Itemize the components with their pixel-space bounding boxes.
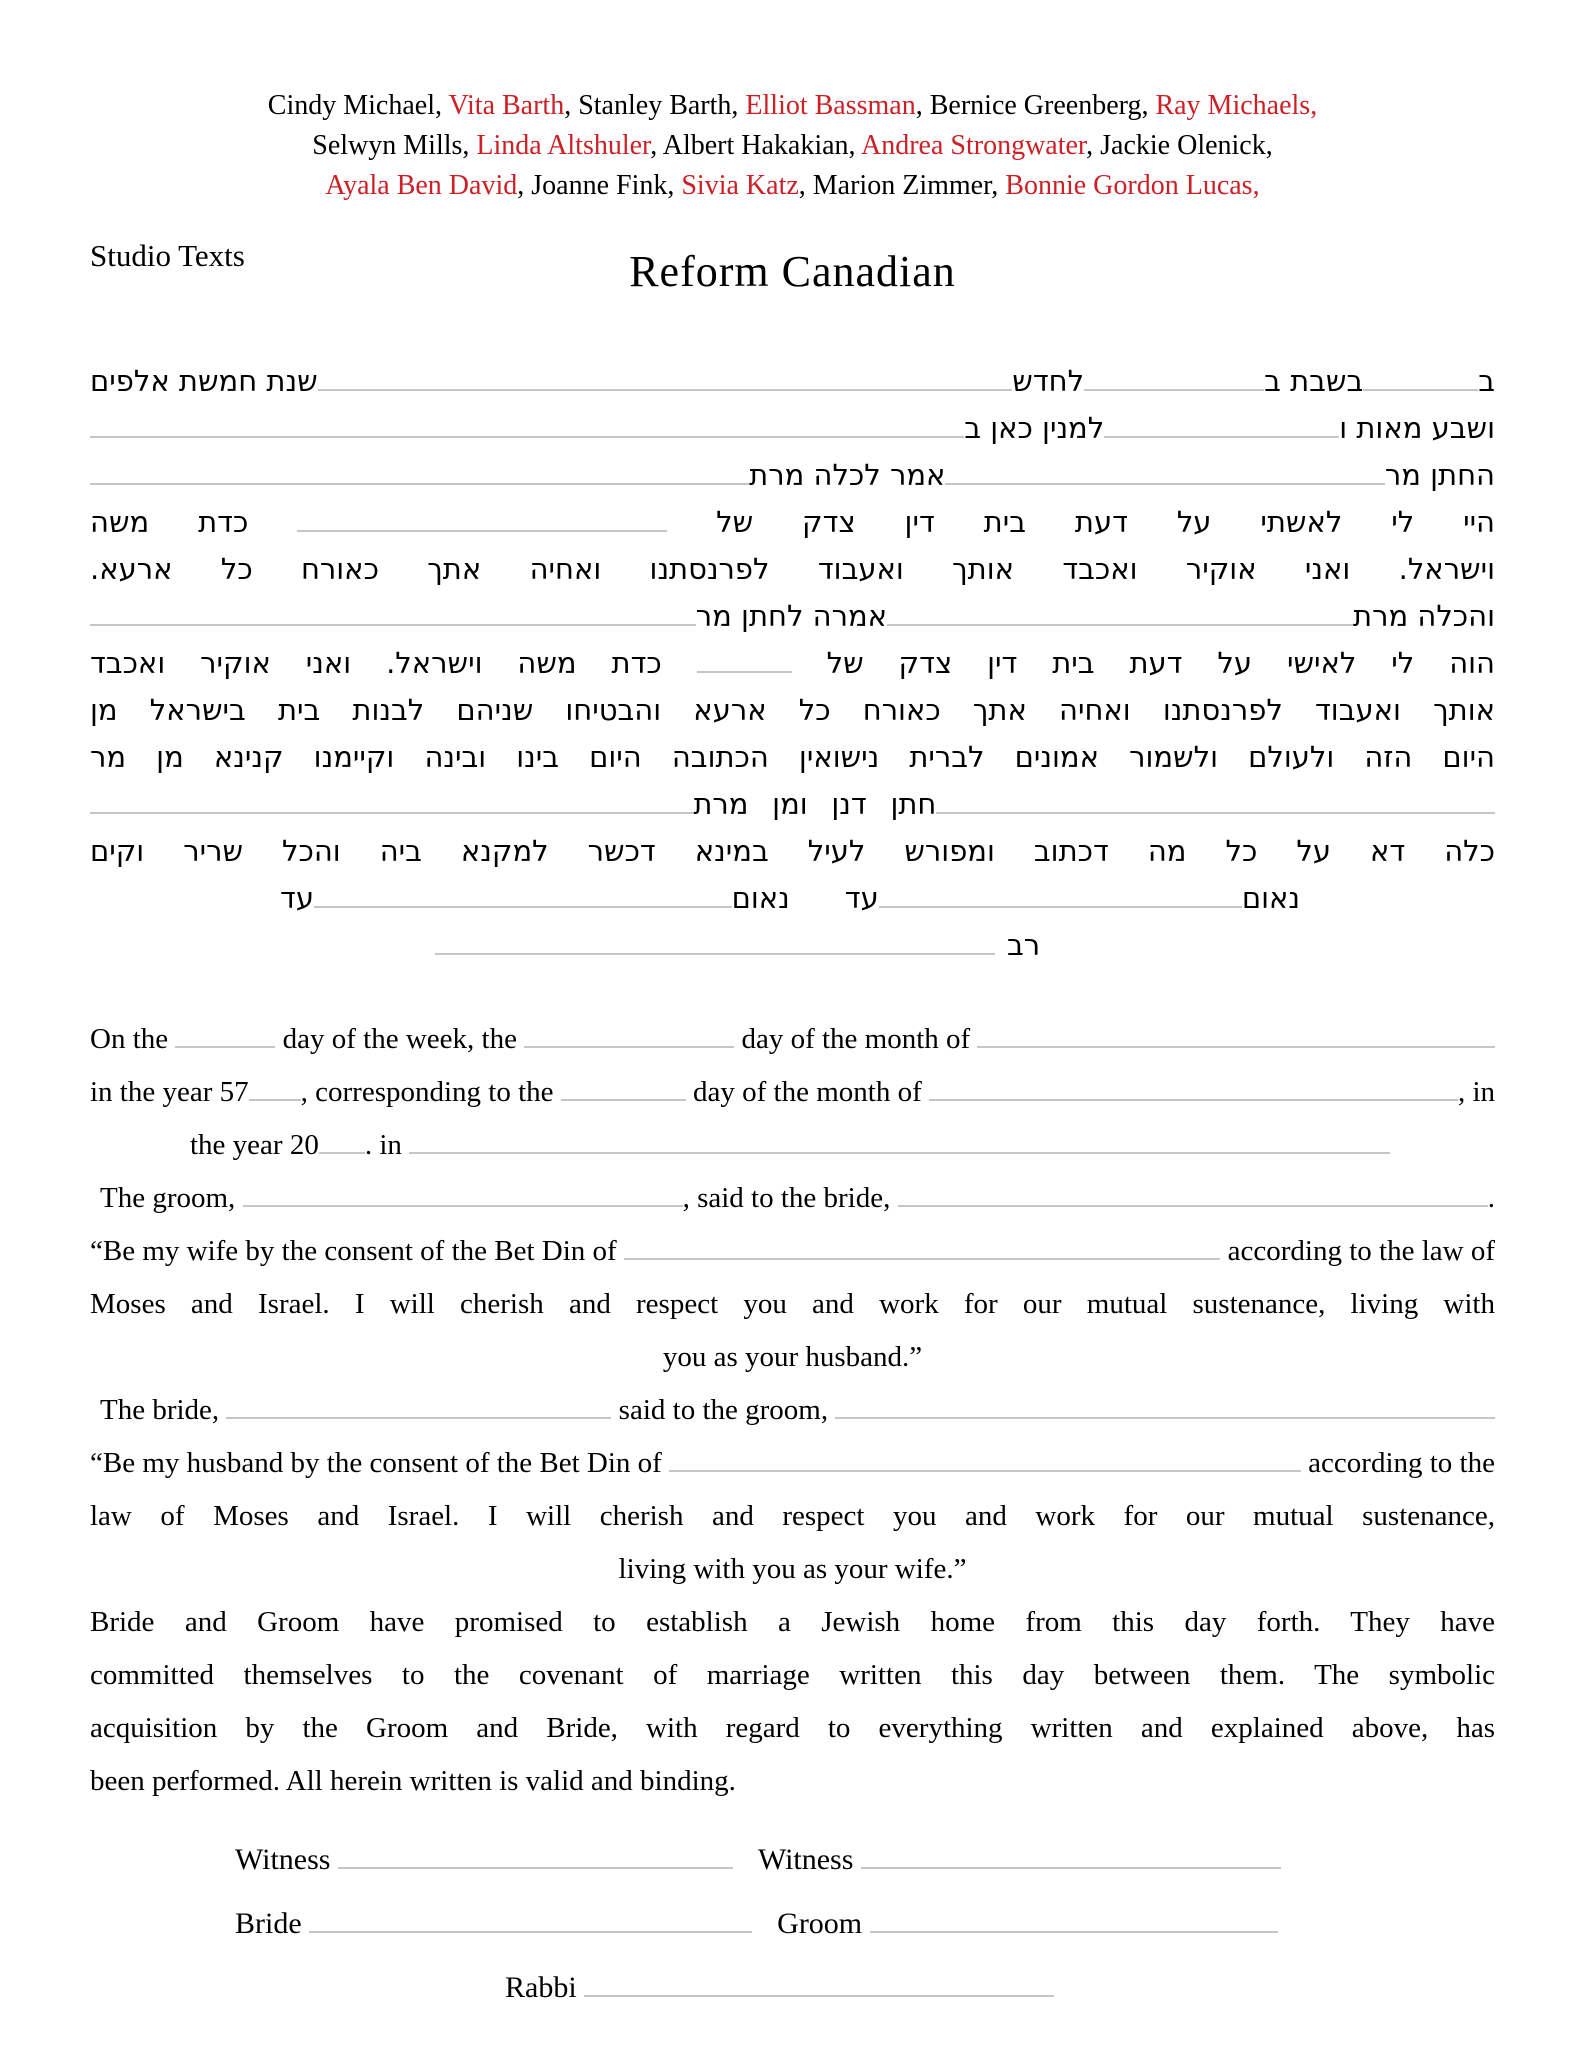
- blank-fill-in-line: [226, 1417, 611, 1419]
- text-run: , in: [1457, 1076, 1495, 1108]
- text-run: כדת משה: [90, 505, 298, 539]
- blank-fill-in-line: [870, 1931, 1278, 1933]
- blank-fill-in-line: [936, 812, 1495, 814]
- text-run: , Albert Hakakian,: [650, 130, 861, 161]
- covenant-paragraph-line-3: acquisition by the Groom and Bride, with regard to everything written and explained above, has: [90, 1712, 1495, 1744]
- studio-label: Studio Texts: [90, 238, 245, 273]
- blank-fill-in-line: [945, 483, 1384, 485]
- groom-vow-line-2: Moses and Israel. I will cherish and respect you and work for our mutual sustenance, living with: [90, 1288, 1495, 1320]
- text-run: הוה לי לאישי על דעת בית דין צדק של: [791, 646, 1495, 680]
- text-run: החתן מר: [1384, 458, 1495, 492]
- hebrew-line-13: [90, 922, 1495, 969]
- text-run: according to the: [1300, 1447, 1495, 1479]
- artist-credits-line-3: [90, 166, 1495, 206]
- text-run: . in: [364, 1129, 410, 1161]
- text-run: נאום: [731, 881, 790, 915]
- text-run: “Be my husband by the consent of the Bet Din of: [90, 1447, 670, 1479]
- text-run: Groom: [777, 1907, 870, 1940]
- blank-fill-in-line: [435, 953, 995, 955]
- covenant-paragraph-line-4: been performed. All herein written is valid and binding.: [90, 1765, 736, 1797]
- text-run: רב: [1006, 928, 1041, 962]
- text-run: the year 20: [190, 1129, 319, 1161]
- groom-declaration-intro: [100, 1172, 1495, 1225]
- text-run: , Stanley Barth,: [564, 90, 746, 121]
- text-run: in the year 57: [90, 1076, 249, 1108]
- blank-fill-in-line: [861, 1867, 1281, 1869]
- groom-vow-line-3: you as your husband.”: [662, 1341, 923, 1373]
- blank-fill-in-line: [1363, 389, 1478, 391]
- bride-vow-line-3: living with you as your wife.”: [618, 1553, 967, 1585]
- blank-fill-in-line: [584, 1995, 1054, 1997]
- blank-fill-in-line: [243, 1205, 683, 1207]
- text-run: , Marion Zimmer,: [798, 170, 1006, 201]
- english-section: [90, 1013, 1495, 1808]
- hebrew-line-7: [90, 640, 1495, 687]
- bride-declaration-intro: [100, 1384, 1495, 1437]
- english-date-line-1: [90, 1013, 1495, 1066]
- page-title: Reform Canadian: [629, 247, 956, 296]
- artist-name-highlighted: Vita Barth: [448, 90, 565, 121]
- blank-fill-in-line: [697, 671, 792, 673]
- text-run: למנין כאן ב: [964, 411, 1105, 445]
- blank-fill-in-line: [1104, 436, 1339, 438]
- text-run: ושבע מאות ו: [1339, 411, 1495, 445]
- artist-credits: [90, 0, 1495, 206]
- text-run: Bride: [235, 1907, 310, 1940]
- text-run: שנת חמשת אלפים: [90, 364, 318, 398]
- text-run: כדת משה וישראל. ואני אוקיר ואכבד: [90, 646, 697, 680]
- hebrew-line-3: [90, 452, 1495, 499]
- blank-fill-in-line: [90, 812, 693, 814]
- covenant-paragraph-line-2: committed themselves to the covenant of marriage written this day between them. The symbolic: [90, 1659, 1495, 1691]
- text-run: נאום: [1241, 881, 1300, 915]
- text-run: והכלה מרת: [1353, 599, 1495, 633]
- artist-name-highlighted: Linda Altshuler: [476, 130, 651, 161]
- blank-fill-in-line: [624, 1258, 1220, 1260]
- hebrew-section: [90, 358, 1495, 969]
- blank-fill-in-line: [929, 1099, 1458, 1101]
- signature-section: [90, 1828, 1495, 2020]
- text-run: On the: [90, 1023, 176, 1055]
- blank-fill-in-line: [977, 1046, 1495, 1048]
- text-run: חתן דנן ומן מרת: [693, 787, 937, 821]
- blank-fill-in-line: [175, 1046, 275, 1048]
- blank-fill-in-line: [669, 1470, 1301, 1472]
- blank-fill-in-line: [524, 1046, 734, 1048]
- blank-fill-in-line: [1084, 389, 1264, 391]
- text-run: , Joanne Fink,: [517, 170, 682, 201]
- text-run: day of the week, the: [275, 1023, 525, 1055]
- text-run: היי לי לאשתי על דעת בית דין צדק של: [667, 505, 1495, 539]
- artist-credits-line-1: [90, 86, 1495, 126]
- text-run: , Bernice Greenberg,: [915, 90, 1156, 121]
- text-run: said to the groom,: [611, 1394, 836, 1426]
- text-run: אמר לכלה מרת: [749, 458, 946, 492]
- hebrew-line-5: וישראל. ואני אוקיר ואכבד אותך ואעבוד לפרנסתנו ואחיה אתך כאורח כל ארעא.: [90, 552, 1495, 586]
- bride-vow-line-2: law of Moses and Israel. I will cherish and respect you and work for our mutual sustenance,: [90, 1500, 1495, 1532]
- english-date-line-2: [90, 1066, 1495, 1119]
- blank-fill-in-line: [409, 1152, 1390, 1154]
- hebrew-line-1: [90, 358, 1495, 405]
- hebrew-line-9: היום הזה ולעולם ולשמור אמונים לברית נישואין הכתובה היום בינו ובינה וקיימנו קנינא מן מר: [90, 740, 1495, 774]
- rabbi-signature-row: [505, 1956, 1495, 2020]
- blank-fill-in-line: [249, 1099, 301, 1101]
- blank-fill-in-line: [835, 1417, 1495, 1419]
- text-run: .: [1487, 1182, 1495, 1214]
- artist-name-highlighted: Andrea Strongwater: [861, 130, 1087, 161]
- english-date-line-3: [190, 1119, 1495, 1172]
- witness-signature-row: [235, 1828, 1495, 1892]
- artist-name-highlighted: Ayala Ben David: [325, 170, 518, 201]
- blank-fill-in-line: [561, 1099, 686, 1101]
- blank-fill-in-line: [879, 906, 1242, 908]
- artist-name-highlighted: Bonnie Gordon Lucas,: [1005, 170, 1260, 201]
- text-run: The groom,: [100, 1182, 243, 1214]
- groom-vow-line-1: [90, 1225, 1495, 1278]
- blank-fill-in-line: [319, 1152, 365, 1154]
- text-run: עד: [844, 881, 879, 915]
- text-run: , said to the bride,: [682, 1182, 898, 1214]
- text-run: אמרה לחתן מר: [695, 599, 888, 633]
- text-run: “Be my wife by the consent of the Bet Din of: [90, 1235, 624, 1267]
- text-run: day of the month of: [734, 1023, 978, 1055]
- text-run: Cindy Michael,: [267, 90, 449, 121]
- blank-fill-in-line: [90, 483, 749, 485]
- artist-name-highlighted: Sivia Katz: [681, 170, 799, 201]
- blank-fill-in-line: [338, 1867, 733, 1869]
- blank-fill-in-line: [318, 389, 1013, 391]
- hebrew-line-4: [90, 499, 1495, 546]
- blank-fill-in-line: [90, 436, 964, 438]
- text-run: day of the month of: [685, 1076, 930, 1108]
- blank-fill-in-line: [309, 1931, 752, 1933]
- bride-groom-signature-row: [235, 1892, 1495, 1956]
- text-run: The bride,: [100, 1394, 227, 1426]
- text-run: Selwyn Mills,: [312, 130, 477, 161]
- text-run: according to the law of: [1220, 1235, 1495, 1267]
- bride-vow-line-1: [90, 1437, 1495, 1490]
- title-row: [90, 230, 1495, 314]
- blank-fill-in-line: [314, 906, 732, 908]
- hebrew-line-12: [90, 875, 1495, 922]
- hebrew-line-10: [90, 781, 1495, 828]
- hebrew-line-11: כלה דא על כל מה דכתוב ומפורש לעיל במינא דכשר למקנא ביה והכל שריר וקים: [90, 834, 1495, 868]
- blank-fill-in-line: [898, 1205, 1488, 1207]
- text-run: , corresponding to the: [300, 1076, 561, 1108]
- covenant-paragraph-line-1: Bride and Groom have promised to establish a Jewish home from this day forth. They have: [90, 1606, 1495, 1638]
- hebrew-line-6: [90, 593, 1495, 640]
- blank-fill-in-line: [297, 530, 667, 532]
- text-run: Rabbi: [505, 1971, 585, 2004]
- text-run: , Jackie Olenick,: [1086, 130, 1273, 161]
- artist-credits-line-2: [90, 126, 1495, 166]
- hebrew-line-8: אותך ואעבוד לפרנסתנו ואחיה אתך כאורח כל ארעא והבטיחו שניהם לבנות בית בישראל מן: [90, 693, 1495, 727]
- blank-fill-in-line: [90, 624, 696, 626]
- text-run: ב: [1478, 364, 1495, 398]
- text-run: Witness: [235, 1843, 338, 1876]
- artist-name-highlighted: Ray Michaels,: [1155, 90, 1318, 121]
- text-run: Witness: [757, 1843, 861, 1876]
- blank-fill-in-line: [887, 624, 1353, 626]
- text-run: לחדש: [1012, 364, 1085, 398]
- text-run: עד: [280, 881, 314, 915]
- text-run: בשבת ב: [1264, 364, 1364, 398]
- artist-name-highlighted: Elliot Bassman: [745, 90, 916, 121]
- hebrew-line-2: [90, 405, 1495, 452]
